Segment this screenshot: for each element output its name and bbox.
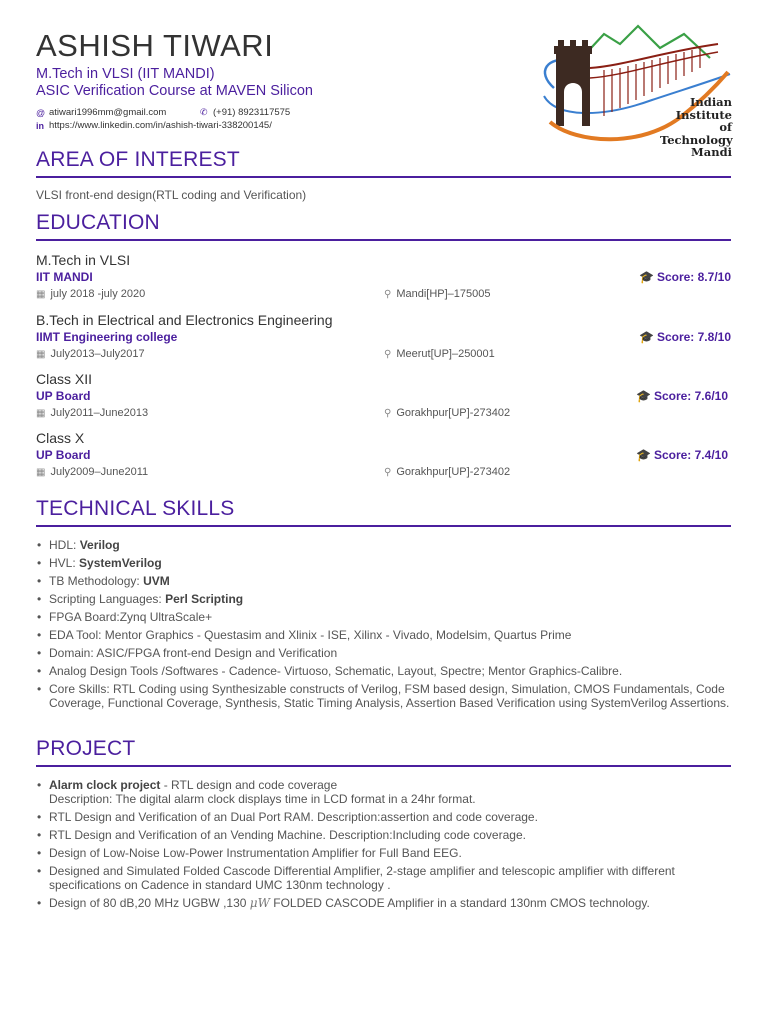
education-entry [36,369,731,425]
list-item [36,646,736,660]
edu-score [639,330,731,344]
logo-caption-line: Indian [690,95,732,109]
project-title: Alarm clock project [49,778,161,792]
list-item [36,682,736,710]
edu-location [384,407,510,419]
skill-label: EDA Tool: Mentor Graphics - Questasim and Xlinix - ISE, Xilinx - Vivado, Modelsim, Quartus Prime [49,628,572,642]
at-sign-icon: @ [36,107,46,118]
section-divider [36,765,731,767]
edu-location [384,348,495,360]
skill-label: Domain: ASIC/FPGA front-end Design and Verification [49,646,338,660]
contact-email[interactable] [36,107,166,118]
list-item [36,574,736,588]
edu-institution: UP Board [36,448,91,462]
logo-caption-line: Technology [660,132,733,147]
list-item [36,810,736,824]
edu-location-text: Gorakhpur[UP]-273402 [396,407,511,419]
edu-degree: Class XII [36,371,93,387]
edu-location [384,288,491,300]
skills-list [36,538,736,714]
map-pin-icon: ⚲ [384,467,392,478]
edu-score-text: Score: 7.4/10 [653,448,728,462]
skill-value: UVM [143,574,170,588]
map-pin-icon: ⚲ [384,289,392,300]
list-item [36,556,736,570]
logo-caption-line: Institute of [675,107,732,134]
list-item [36,864,736,892]
graduation-cap-icon: 🎓 [639,330,654,344]
graduation-cap-icon: 🎓 [639,270,654,284]
email-text: atiwari1996mm@gmail.com [49,107,167,118]
edu-dates [36,407,148,419]
logo-caption-line: Mandi [691,145,732,159]
list-item [36,592,736,606]
skill-label: Core Skills: RTL Coding using Synthesizable constructs of Verilog, FSM based design, Simulation, CMOS Fundamentals, Code Coverage, Functional Coverage, Synthesis, Static Timing Analysis, Assertion Based Verification using SystemVerilog Assertions. [49,682,730,710]
edu-score [639,270,731,284]
edu-institution: UP Board [36,389,91,403]
edu-degree: Class X [36,430,85,446]
unit-symbol: μW [249,896,270,910]
edu-degree: B.Tech in Electrical and Electronics Engineering [36,312,333,328]
edu-dates-text: july 2018 -july 2020 [50,288,146,300]
skill-label: TB Methodology: [49,574,144,588]
edu-score-text: Score: 7.6/10 [653,389,728,403]
skill-label: FPGA Board:Zynq UltraScale+ [49,610,213,624]
calendar-icon: ▦ [36,467,46,478]
candidate-name: ASHISH TIWARI [36,28,274,63]
edu-location-text: Meerut[UP]–250001 [396,348,495,360]
graduation-cap-icon: 🎓 [636,389,651,403]
subtitle-course: ASIC Verification Course at MAVEN Silicon [36,83,313,99]
project-text: Design of 80 dB,20 MHz UGBW ,130 [49,896,250,910]
list-item [36,664,736,678]
edu-dates [36,466,148,478]
graduation-cap-icon: 🎓 [636,448,651,462]
education-entry [36,428,731,484]
skill-value: SystemVerilog [79,556,162,570]
logo-caption [660,96,732,159]
contact-phone[interactable] [200,107,290,118]
section-title-aoi: AREA OF INTEREST [36,148,240,171]
skill-label: HDL: [49,538,80,552]
section-title-skills: TECHNICAL SKILLS [36,497,235,520]
section-title-education: EDUCATION [36,211,160,234]
subtitle-degree: M.Tech in VLSI (IIT MANDI) [36,66,215,82]
edu-institution: IIMT Engineering college [36,330,178,344]
project-text: - RTL design and code coverage [160,778,338,792]
edu-dates-text: July2011–June2013 [50,407,149,419]
education-entry [36,310,731,366]
project-text: Designed and Simulated Folded Cascode Differential Amplifier, 2-stage amplifier and telescopic amplifier with different specifications on Cadence in standard UMC 130nm technology . [49,864,675,892]
list-item [36,628,736,642]
project-text: RTL Design and Verification of an Dual Port RAM. Description:assertion and code coverage. [49,810,538,824]
calendar-icon: ▦ [36,289,46,300]
skill-label: Scripting Languages: [49,592,166,606]
linkedin-icon: in [36,120,44,131]
list-item [36,778,736,806]
edu-dates [36,348,145,360]
edu-institution: IIT MANDI [36,270,93,284]
skill-value: Verilog [79,538,120,552]
calendar-icon: ▦ [36,408,46,419]
project-list [36,778,736,914]
contact-linkedin[interactable] [36,120,272,131]
section-divider [36,176,731,178]
edu-dates [36,288,145,300]
skill-value: Perl Scripting [165,592,244,606]
linkedin-url: https://www.linkedin.com/in/ashish-tiwari-338200145/ [49,120,272,131]
edu-dates-text: July2009–June2011 [50,466,149,478]
list-item [36,538,736,552]
skill-label: HVL: [49,556,80,570]
project-text: Design of Low-Noise Low-Power Instrumentation Amplifier for Full Band EEG. [49,846,462,860]
edu-dates-text: July2013–July2017 [50,348,145,360]
project-description: Description: The digital alarm clock displays time in LCD format in a 24hr format. [49,792,476,806]
edu-degree: M.Tech in VLSI [36,252,131,268]
project-text: FOLDED CASCODE Amplifier in a standard 130nm CMOS technology. [269,896,650,910]
phone-icon: ✆ [200,107,208,117]
edu-score [636,448,728,462]
list-item [36,828,736,842]
calendar-icon: ▦ [36,349,46,360]
aoi-text: VLSI front-end design(RTL coding and Verification) [36,188,307,202]
list-item [36,610,736,624]
map-pin-icon: ⚲ [384,408,392,419]
edu-score-text: Score: 8.7/10 [656,270,731,284]
section-divider [36,525,731,527]
list-item [36,846,736,860]
edu-location-text: Gorakhpur[UP]-273402 [396,466,511,478]
list-item [36,896,736,910]
edu-location-text: Mandi[HP]–175005 [396,288,491,300]
edu-location [384,466,510,478]
edu-score [636,389,728,403]
edu-score-text: Score: 7.8/10 [656,330,731,344]
section-title-project: PROJECT [36,737,136,760]
map-pin-icon: ⚲ [384,349,392,360]
education-entry [36,250,731,306]
skill-label: Analog Design Tools /Softwares - Cadence- Virtuoso, Schematic, Layout, Spectre; Mentor Graphics-Calibre. [49,664,623,678]
phone-text: (+91) 8923117575 [213,107,291,118]
section-divider [36,239,731,241]
project-text: RTL Design and Verification of an Vending Machine. Description:Including code coverage. [49,828,526,842]
